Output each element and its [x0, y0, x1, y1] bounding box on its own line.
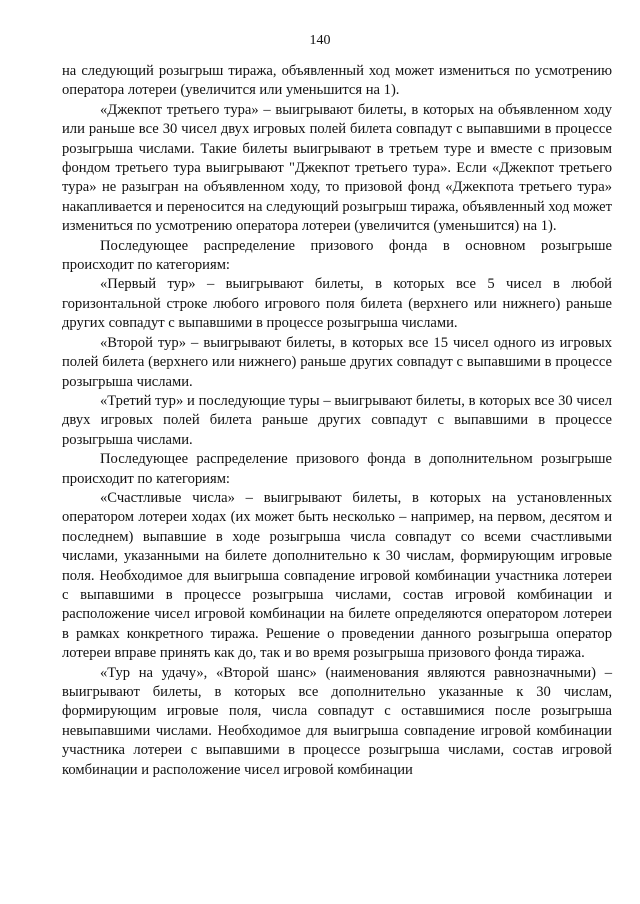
paragraph: «Первый тур» – выигрывают билеты, в которых все 5 чисел в любой горизонтальной строке любого игрового поля билета (верхнего или нижнего) раньше других совпадут с выпавшими в процессе розыгрыша числами.	[62, 276, 612, 332]
paragraph: «Тур на удачу», «Второй шанс» (наименования являются равнозначными) – выигрывают билеты, в которых все дополнительно указанные к 30 числам, формирующим игровые поля, числа совпадут с оставшимися после розыгрыша невыпавшими числами. Необходимое для выигрыша совпадение игровой комбинации участника лотереи с выпавшими в процессе розыгрыша числами, состав игровой комбинации и расположение чисел игровой комбинации	[62, 664, 612, 778]
paragraph: на следующий розыгрыш тиража, объявленный ход может измениться по усмотрению оператора лотереи (увеличится или уменьшится на 1).	[62, 63, 612, 99]
page-number: 140	[309, 33, 331, 48]
paragraph: «Второй тур» – выигрывают билеты, в которых все 15 чисел одного из игровых полей билета (верхнего или нижнего) раньше других совпадут с выпавшими в процессе розыгрыша числами.	[62, 334, 612, 390]
paragraph: Последующее распределение призового фонда в основном розыгрыше происходит по категориям:	[62, 237, 612, 274]
paragraph: «Счастливые числа» – выигрывают билеты, в которых на установленных оператором лотереи ходах (их может быть несколько – например, на первом, десятом и последнем) выпавшие в ходе розыгрыша числа совпадут со всеми счастливыми числами, указанными на билете дополнительно к 30 числам, формирующим игровые поля. Необходимое для выигрыша совпадение игровой комбинации участника лотереи с выпавшими в процессе розыгрыша числами, состав игровой комбинации и расположение чисел игровой комбинации на билете определяются оператором лотереи в рамках конкретного тиража. Решение о проведении данного розыгрыша оператор лотереи вправе принять как до, так и во время розыгрыша призового фонда тиража.	[62, 489, 612, 662]
paragraph: «Третий тур» и последующие туры – выигрывают билеты, в которых все 30 чисел двух игровых полей билета раньше других совпадут с выпавшими в процессе розыгрыша числами.	[62, 392, 612, 448]
paragraph: Последующее распределение призового фонда в дополнительном розыгрыше происходит по категориям:	[62, 451, 612, 487]
paragraph: «Джекпот третьего тура» – выигрывают билеты, в которых на объявленном ходу или раньше все 30 чисел двух игровых полей билета совпадут с выпавшими в процессе розыгрыша числами. Такие билеты выигрывают в третьем туре и вместе с призовым фондом третьего тура выигрывают "Джекпот третьего тура». Если «Джекпот третьего тура» не разыгран на объявленном ходу, то призовой фонд «Джекпота третьего тура» накапливается и переносится на следующий розыгрыш тиража, объявленный ход может измениться по усмотрению оператора лотереи (увеличится (уменьшится) на 1).	[62, 101, 612, 235]
document-body	[62, 62, 612, 780]
